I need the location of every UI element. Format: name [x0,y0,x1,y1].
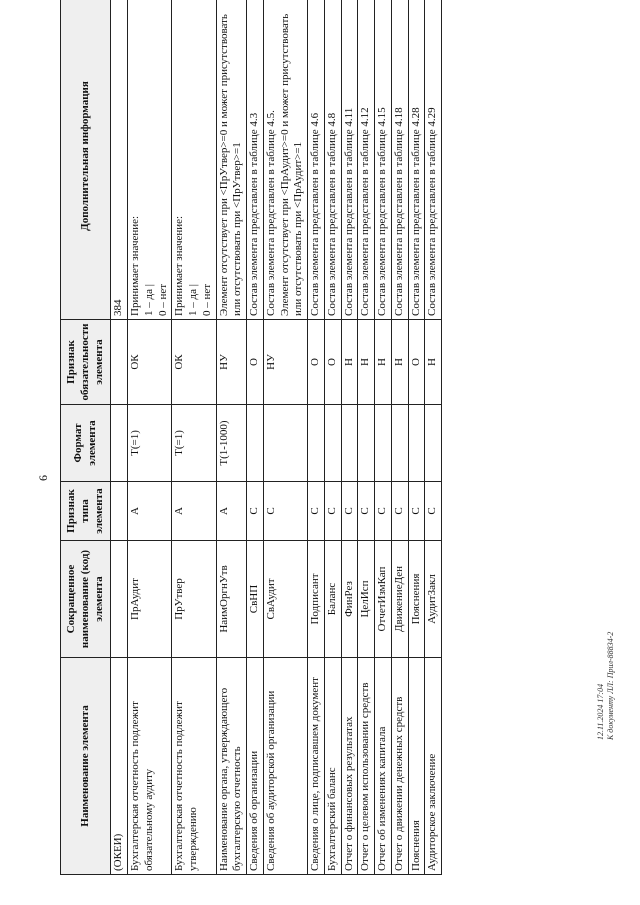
table-row [263,0,307,875]
info-line: 1 – да | [187,284,199,316]
cell-info [358,0,375,320]
cell-required: Н [425,320,442,405]
info-line: Состав элемента представлен в таблице 4.12 [359,107,372,316]
header-required: Признак обязательности элемента [61,320,111,405]
info-line: Состав элемента представлен в таблице 4.3 [248,112,260,316]
cell-format [341,405,358,482]
cell-format [425,405,442,482]
cell-required [111,320,128,405]
table-row [358,0,375,875]
page-number: 6 [36,475,50,481]
cell-type: С [375,482,392,541]
table-header-row [61,0,111,875]
cell-format [263,405,307,482]
cell-required: О [408,320,425,405]
table-row [128,0,172,875]
info-line: Состав элемента представлен в таблице 4.18 [392,107,405,316]
cell-info [263,0,307,320]
cell-format: Т(1-1000) [216,405,247,482]
cell-type: А [128,482,172,541]
rotated-table-container [60,13,500,875]
cell-short: СвНП [247,541,264,658]
cell-name: Аудиторское заключение [425,658,442,875]
info-line: Принимает значение: [173,215,186,316]
cell-type: А [172,482,216,541]
info-line: 0 – нет [156,283,169,316]
table-row [425,0,442,875]
table-row [324,0,341,875]
cell-format: Т(=1) [128,405,172,482]
cell-info [308,0,325,320]
cell-name: Сведения об организации [247,658,264,875]
cell-info [391,0,408,320]
info-line: Состав элемента представлен в таблице 4.5. [264,110,277,316]
table-row [408,0,425,875]
cell-name: Наименование органа, утверждающего бухгалтерскую отчетность [216,658,247,875]
cell-info [375,0,392,320]
cell-required: НУ [263,320,307,405]
cell-info [341,0,358,320]
table-row [247,0,264,875]
info-line: Состав элемента представлен в таблице 4.15 [376,107,388,316]
cell-format [408,405,425,482]
table-row [308,0,325,875]
cell-short: ЦелИсп [358,541,375,658]
cell-short: Баланс [324,541,341,658]
info-line: Принимает значение: [129,215,141,316]
document-stamp [596,580,616,740]
info-line: Состав элемента представлен в таблице 4.6 [309,112,321,316]
element-spec-table [60,0,442,875]
cell-name: (ОКЕИ) [111,658,128,875]
cell-format [391,405,408,482]
info-line: 384 [112,299,125,316]
stamp-line-2: К документу ЛЛ: Прил-88834-2 [606,631,615,740]
info-line: Состав элемента представлен в таблице 4.28 [409,107,422,316]
cell-short [111,541,128,658]
cell-name: Отчет об изменениях капитала [375,658,392,875]
cell-required: ОК [172,320,216,405]
cell-format [375,405,392,482]
cell-type: А [216,482,247,541]
table-row [216,0,247,875]
cell-format [308,405,325,482]
cell-info [408,0,425,320]
cell-required: НУ [216,320,247,405]
cell-short: ДвижениеДен [391,541,408,658]
cell-required: ОК [128,320,172,405]
cell-type: С [425,482,442,541]
table-row [341,0,358,875]
cell-type: С [358,482,375,541]
cell-name: Отчет о движении денежных средств [391,658,408,875]
cell-name: Бухгалтерская отчетность подлежит обязательному аудиту [128,658,172,875]
cell-short: ФинРез [341,541,358,658]
cell-info [425,0,442,320]
header-type: Признак типа элемента [61,482,111,541]
cell-format [324,405,341,482]
cell-required: Н [341,320,358,405]
table-row [391,0,408,875]
cell-format [111,405,128,482]
cell-short: НаимОргнУтв [216,541,247,658]
header-short: Сокращенное наименование (код) элемента [61,541,111,658]
table-row [375,0,392,875]
info-line: Элемент отсутствует при <ПрУтвер>=0 и может присутствовать или отсутствовать при <ПрУтвер>=1 [217,14,244,316]
table-row [111,0,128,875]
info-line: Состав элемента представлен в таблице 4.29 [426,107,439,316]
cell-format [358,405,375,482]
header-name: Наименование элемента [61,658,111,875]
cell-format [247,405,264,482]
cell-type: С [263,482,307,541]
info-line: Состав элемента представлен в таблице 4.8 [325,112,338,316]
header-format: Формат элемента [61,405,111,482]
cell-info [216,0,247,320]
info-line: 1 – да | [142,284,155,316]
cell-type [111,482,128,541]
cell-info [172,0,216,320]
cell-short: ПрАудит [128,541,172,658]
cell-short: Пояснения [408,541,425,658]
cell-type: С [391,482,408,541]
cell-info [128,0,172,320]
info-line: 0 – нет [200,283,213,316]
cell-required: Н [375,320,392,405]
info-line: Элемент отсутствует при <ПрАудит>=0 и может присутствовать или отсутствовать при <ПрАудит>=1 [278,13,305,316]
cell-required: О [324,320,341,405]
cell-type: С [408,482,425,541]
cell-short: АудитЗакл [425,541,442,658]
cell-name: Бухгалтерский баланс [324,658,341,875]
cell-short: СвАудит [263,541,307,658]
cell-info [324,0,341,320]
table-body [111,0,442,875]
cell-required: О [308,320,325,405]
cell-format: Т(=1) [172,405,216,482]
cell-required: Н [358,320,375,405]
stamp-line-1: 12.11.2024 17:04 [596,683,605,740]
cell-name: Сведения о лице, подписавшем документ [308,658,325,875]
table-row [172,0,216,875]
cell-short: Подписант [308,541,325,658]
header-info: Дополнительная информация [61,0,111,320]
cell-name: Отчет о финансовых результатах [341,658,358,875]
cell-short: ПрУтвер [172,541,216,658]
cell-info [247,0,264,320]
cell-name: Бухгалтерская отчетность подлежит утверждению [172,658,216,875]
cell-type: С [341,482,358,541]
cell-required: Н [391,320,408,405]
cell-required: О [247,320,264,405]
cell-name: Отчет о целевом использовании средств [358,658,375,875]
cell-type: С [324,482,341,541]
cell-type: С [308,482,325,541]
cell-name: Пояснения [408,658,425,875]
cell-short: ОтчетИзмКап [375,541,392,658]
cell-info [111,0,128,320]
cell-name: Сведения об аудиторской организации [263,658,307,875]
cell-type: С [247,482,264,541]
info-line: Состав элемента представлен в таблице 4.11 [342,107,355,316]
